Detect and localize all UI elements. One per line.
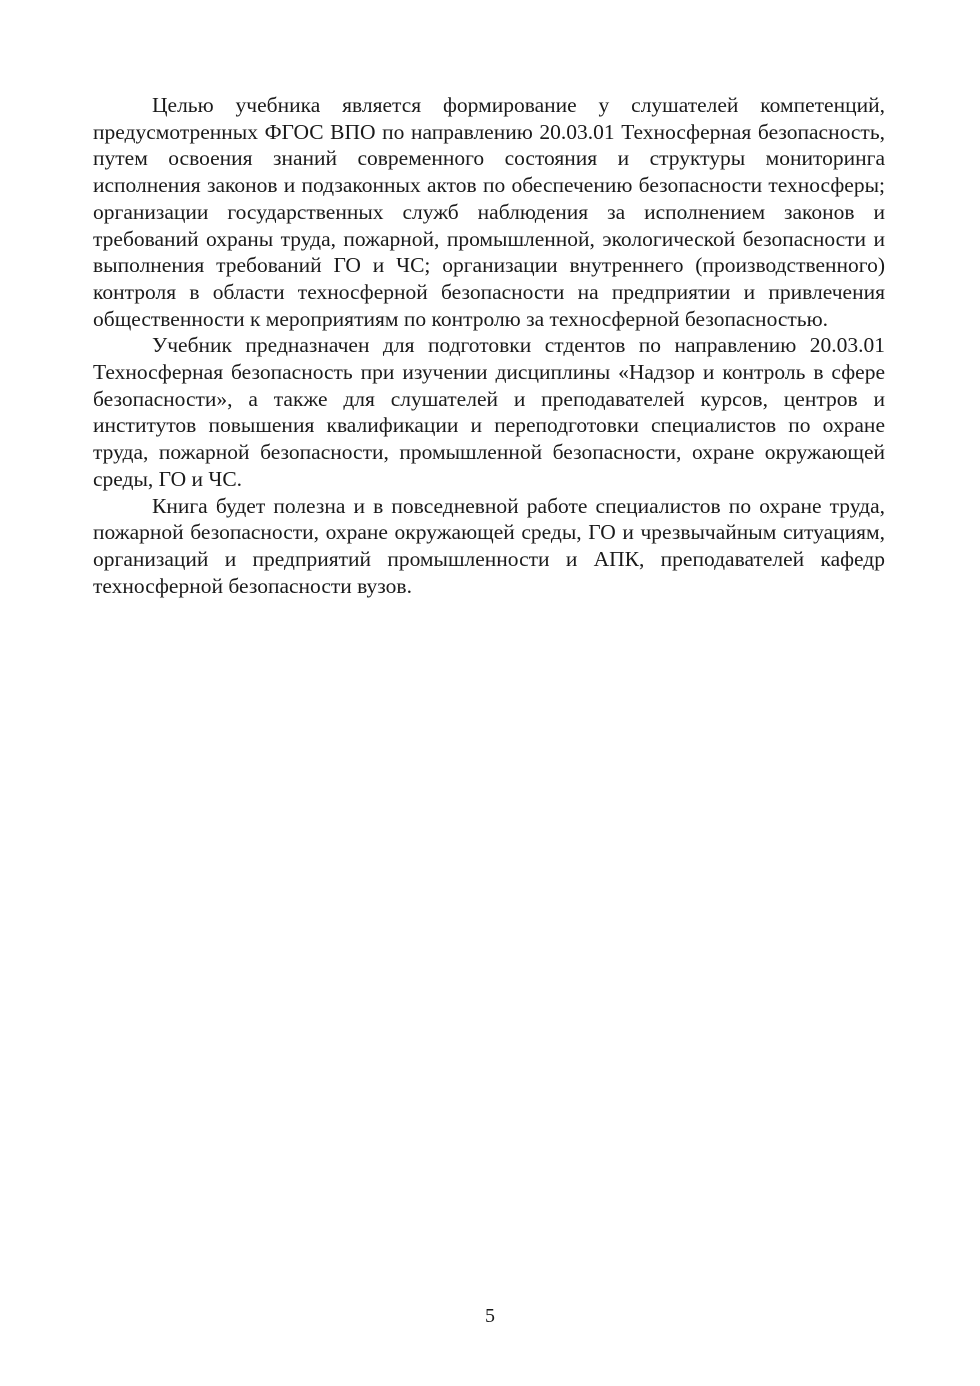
paragraph-purpose: Целью учебника является формирование у слушателей компетенций, предусмотренных ФГОС ВПО по направлению 20.03.01 Техносферная безопасность, путем освоения знаний современного состояния и структуры мониторинга исполнения законов и подзаконных актов по обеспечению безопасности техносферы; организации государственных служб наблюдения за исполнением законов и требований охраны труда, пожарной, промышленной, экологической безопасности и выполнения требований ГО и ЧС; организации внутреннего (производственного) контроля в области техносферной безопасности на предприятии и привлечения общественности к мероприятиям по контролю за техносферной безопасностью. <box>93 93 885 331</box>
paragraph-audience: Учебник предназначен для подготовки стдентов по направлению 20.03.01 Техносферная безопасность при изучении дисциплины «Надзор и контроль в сфере безопасности», а также для слушателей и преподавателей курсов, центров и институтов повышения квалификации и переподготовки специалистов по охране труда, пожарной безопасности, промышленной безопасности, охране окружающей среды, ГО и ЧС. <box>93 333 885 491</box>
body-text <box>93 92 885 599</box>
paragraph-usefulness: Книга будет полезна и в повседневной работе специалистов по охране труда, пожарной безопасности, охране окружающей среды, ГО и чрезвычайным ситуациям, организаций и предприятий промышленности и АПК, преподавателей кафедр техносферной безопасности вузов. <box>93 493 885 598</box>
page-number: 5 <box>485 1305 495 1327</box>
